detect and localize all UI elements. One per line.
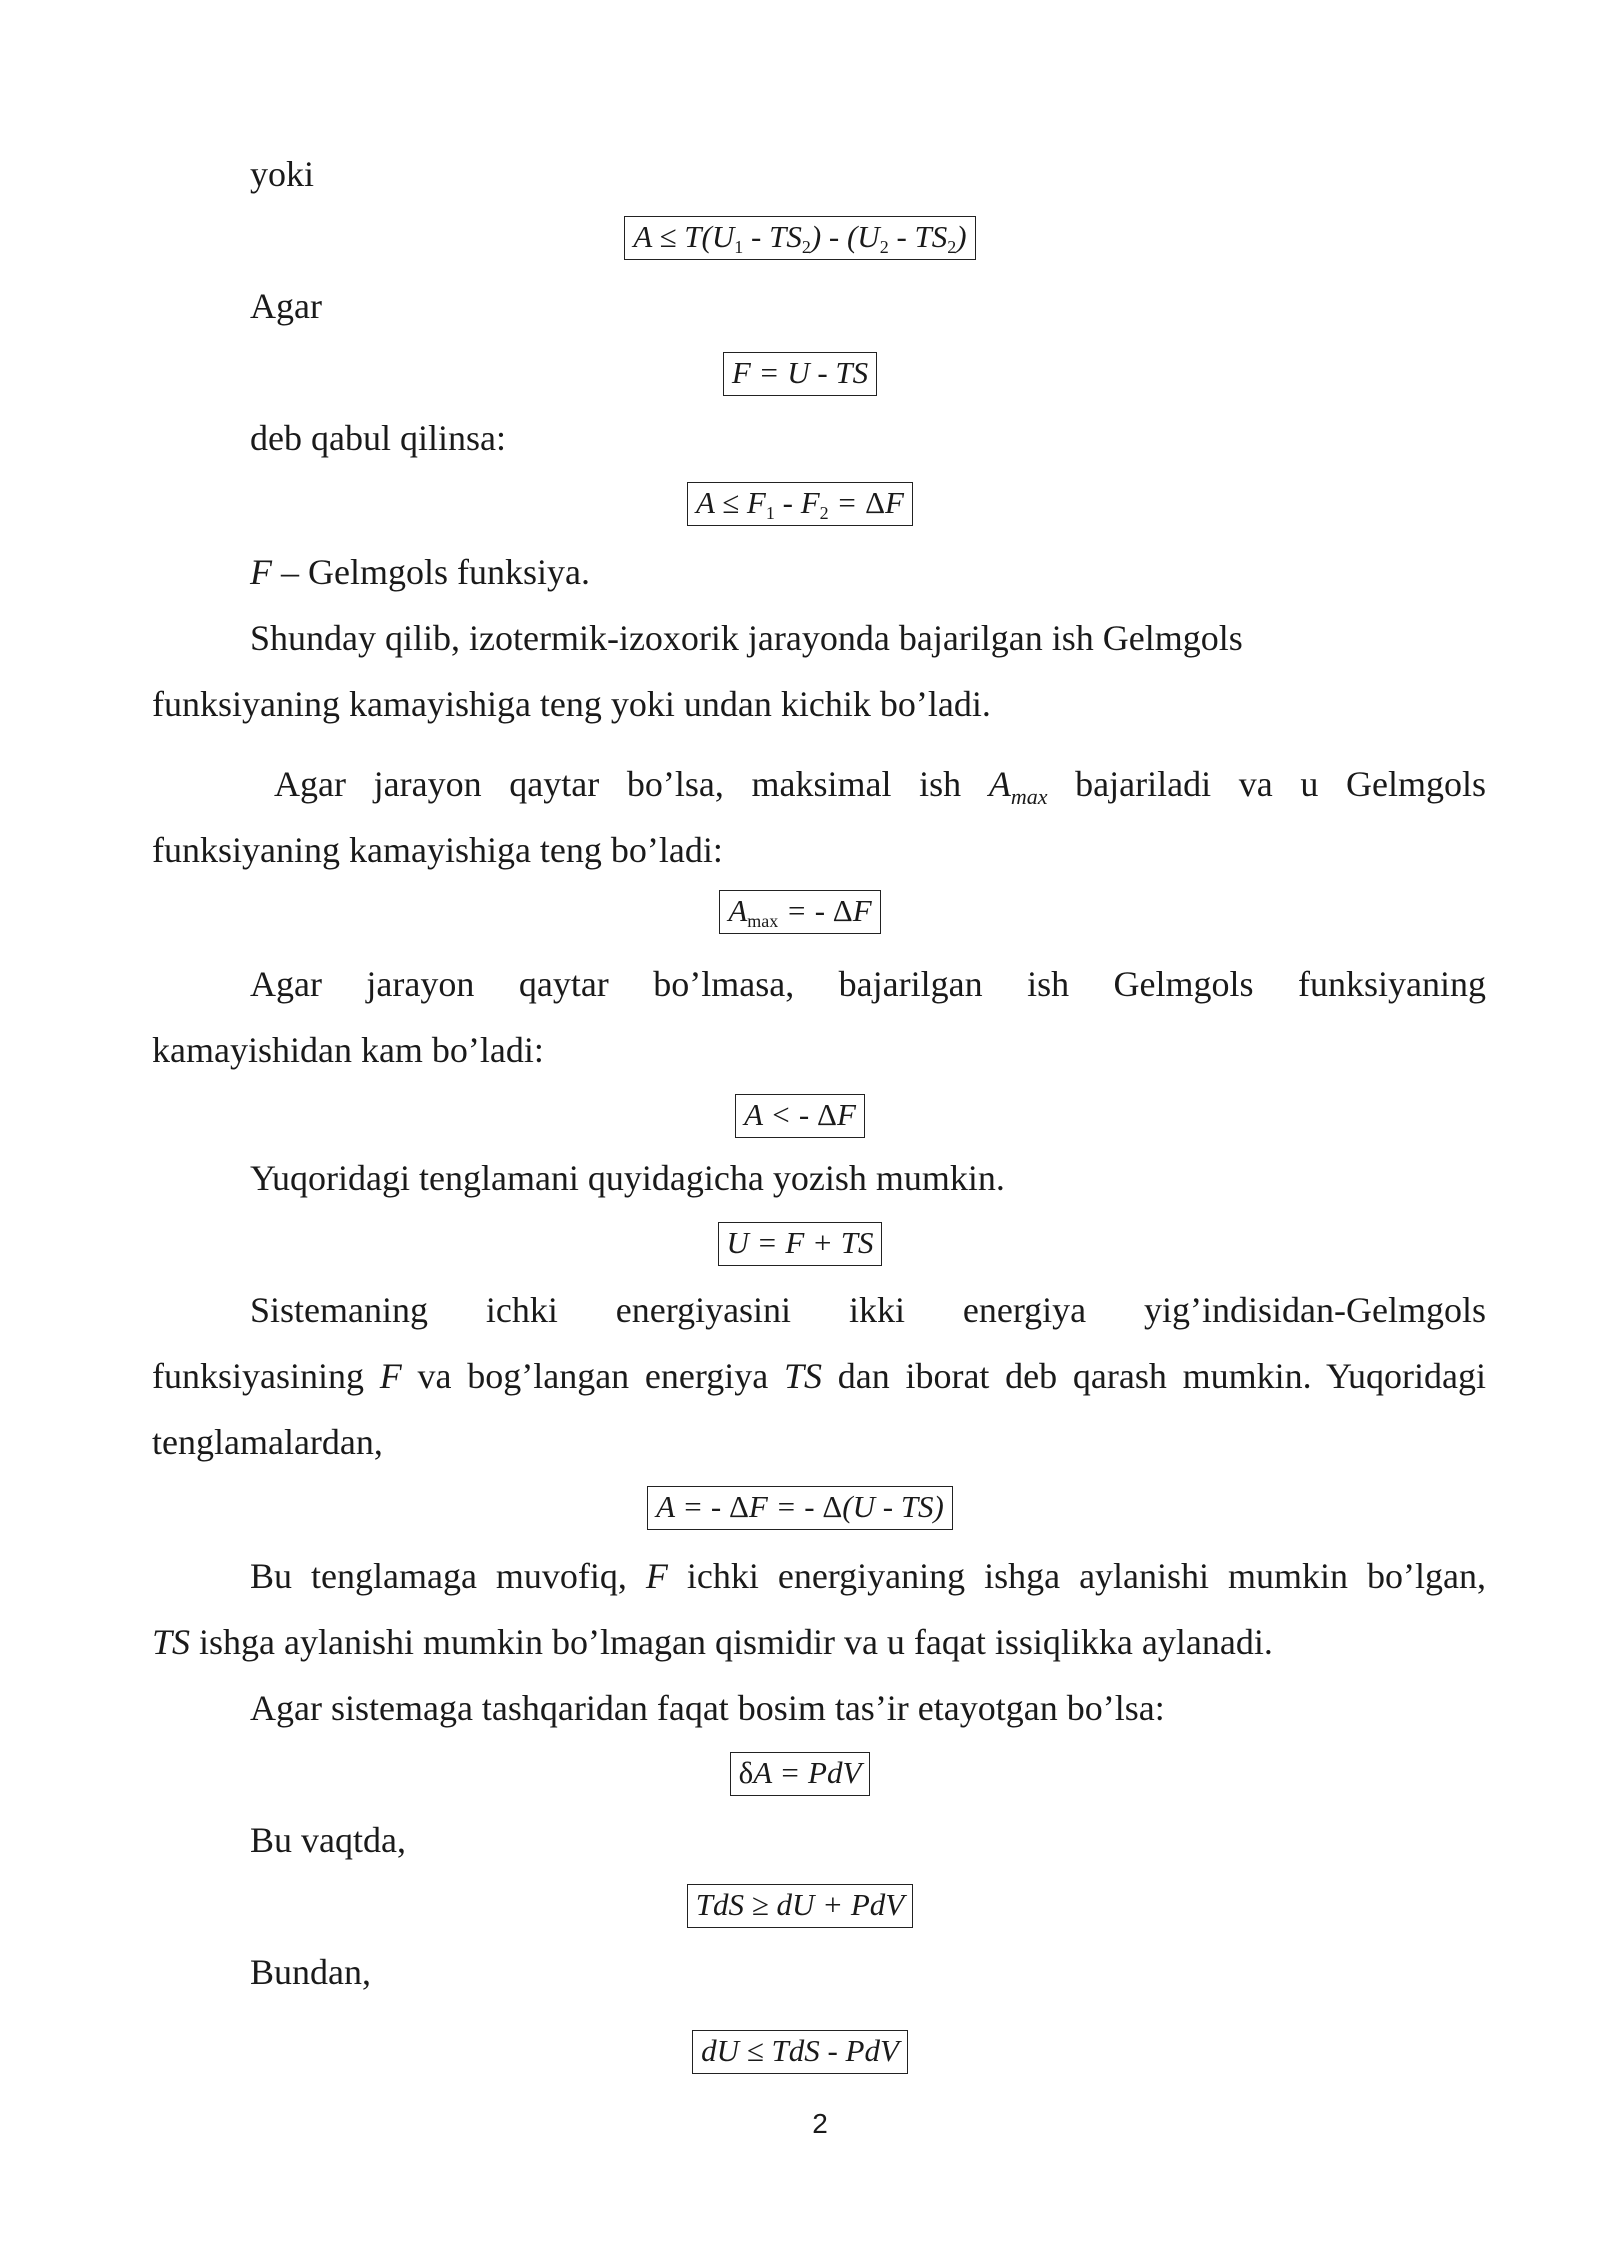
equation-box: U = F + TS bbox=[718, 1222, 883, 1266]
equation-9 bbox=[0, 1884, 1600, 1928]
paragraph-definition: F – Gelmgols funksiya. bbox=[250, 552, 590, 592]
equation-box: F = U - TS bbox=[723, 352, 877, 396]
equation-box: dU ≤ TdS - PdV bbox=[692, 2030, 908, 2074]
equation-box: A = - ΔF = - Δ(U - TS) bbox=[647, 1486, 953, 1530]
paragraph-muvofiq-line1: Bu tenglamaga muvofiq, F ichki energiyaning ishga aylanishi mumkin bo’lgan, bbox=[250, 1556, 1486, 1596]
equation-6 bbox=[0, 1222, 1600, 1266]
paragraph-bosim: Agar sistemaga tashqaridan faqat bosim tas’ir etayotgan bo’lsa: bbox=[250, 1688, 1165, 1728]
equation-10 bbox=[0, 2030, 1600, 2074]
paragraph-bu-vaqtda: Bu vaqtda, bbox=[250, 1820, 406, 1860]
equation-8 bbox=[0, 1752, 1600, 1796]
equation-7 bbox=[0, 1486, 1600, 1530]
paragraph-bundan: Bundan, bbox=[250, 1952, 371, 1992]
paragraph-sistemaning-line3: tenglamalardan, bbox=[152, 1422, 383, 1462]
equation-box: $A \le T(U_1 - TS_2) - (U_2 - TS_2)$ bbox=[624, 216, 975, 260]
paragraph-sistemaning-line1: Sistemaning ichki energiyasini ikki energiya yig’indisidan-Gelmgols bbox=[250, 1290, 1486, 1330]
equation-box: A < - ΔF bbox=[735, 1094, 865, 1138]
equation-4 bbox=[0, 890, 1600, 934]
paragraph-deb-qabul: deb qabul qilinsa: bbox=[250, 418, 506, 458]
paragraph-shunday-line1: Shunday qilib, izotermik-izoxorik jarayonda bajarilgan ish Gelmgols bbox=[250, 618, 1243, 658]
paragraph-qaytar-emas-line1: Agar jarayon qaytar bo’lmasa, bajarilgan ish Gelmgols funksiyaning bbox=[250, 964, 1486, 1004]
paragraph-qaytar-line1: Agar jarayon qaytar bo’lsa, maksimal ish $A_{max}$ bajariladi va u Gelmgols bbox=[274, 764, 1487, 810]
paragraph-sistemaning-line2: funksiyasining F va bog’langan energiya TS dan iborat deb qarash mumkin. Yuqoridagi bbox=[152, 1356, 1487, 1396]
paragraph-yoki: yoki bbox=[250, 154, 315, 194]
paragraph-yuqoridagi: Yuqoridagi tenglamani quyidagicha yozish mumkin. bbox=[250, 1158, 1005, 1198]
paragraph-qaytar-emas-line2: kamayishidan kam bo’ladi: bbox=[152, 1030, 544, 1070]
paragraph-qaytar-line2: funksiyaning kamayishiga teng bo’ladi: bbox=[152, 830, 723, 870]
paragraph-muvofiq-line2: TS ishga aylanishi mumkin bo’lmagan qismidir va u faqat issiqlikka aylanadi. bbox=[152, 1622, 1273, 1662]
page-number: 2 bbox=[812, 2108, 828, 2139]
equation-box: TdS ≥ dU + PdV bbox=[687, 1884, 913, 1928]
paragraph-agar: Agar bbox=[250, 286, 322, 326]
equation-box: δA = PdV bbox=[730, 1752, 871, 1796]
paragraph-shunday-line2: funksiyaning kamayishiga teng yoki undan kichik bo’ladi. bbox=[152, 684, 991, 724]
equation-2 bbox=[0, 352, 1600, 396]
equation-box: $A \le F_1 - F_2 = \Delta F$ bbox=[687, 482, 913, 526]
equation-1 bbox=[0, 216, 1600, 260]
equation-5 bbox=[0, 1094, 1600, 1138]
equation-box: $A_{max}$ = - ΔF bbox=[719, 890, 880, 934]
equation-3 bbox=[0, 482, 1600, 526]
